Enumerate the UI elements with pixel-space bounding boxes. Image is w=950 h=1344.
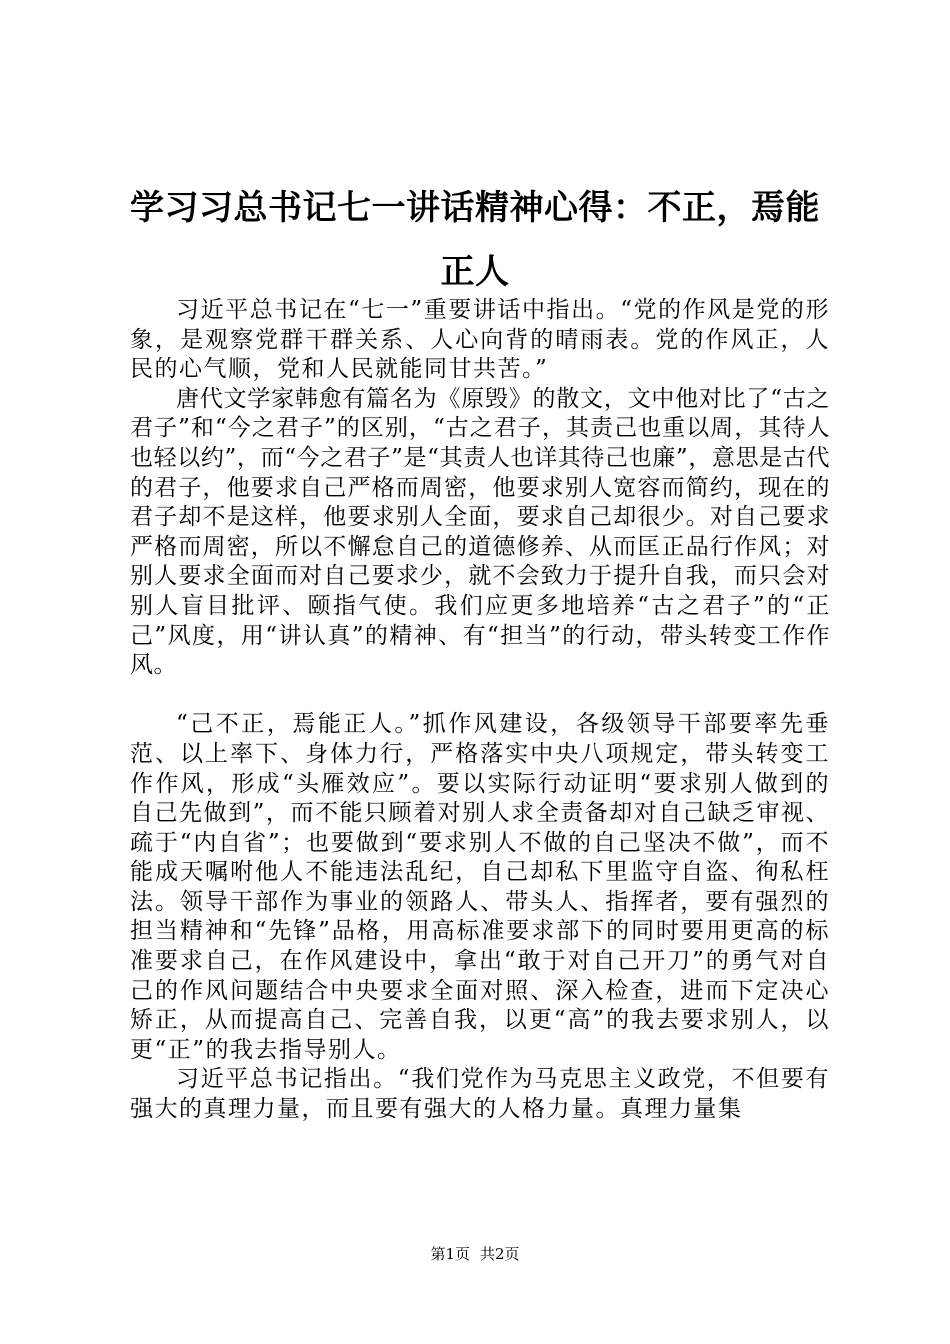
paragraph-4: 习近平总书记指出。“我们党作为马克思主义政党，不但要有强大的真理力量，而且要有强大的人格力量。真理力量集 <box>130 1066 830 1123</box>
page-title: 学习习总书记七一讲话精神心得：不正，焉能正人 <box>130 188 820 292</box>
paragraph-spacer <box>130 681 830 711</box>
page-footer <box>0 1244 950 1264</box>
paragraph-3: “己不正，焉能正人。”抓作风建设，各级领导干部要率先垂范、以上率下、身体力行，严格落实中央八项规定，带头转变工作作风，形成“头雁效应”。要以实际行动证明“要求别人做到的自己先做到”，而不能只顾着对别人求全责备却对自己缺乏审视、疏于“内自省”；也要做到“要求别人不做的自己坚决不做”，而不能成天嘱咐他人不能违法乱纪，自己却私下里监守自盗、徇私枉法。领导干部作为事业的领路人、带头人、指挥者，要有强烈的担当精神和“先锋”品格，用高标准要求部下的同时要用更高的标准要求自己，在作风建设中，拿出“敢于对自己开刀”的勇气对自己的作风问题结合中央要求全面对照、深入检查，进而下定决心矫正，从而提高自己、完善自我，以更“高”的我去要求别人，以更“正”的我去指导别人。 <box>130 711 830 1063</box>
page-number: 第1页 <box>430 1245 470 1263</box>
page-total: 共2页 <box>480 1245 520 1263</box>
paragraph-2: 唐代文学家韩愈有篇名为《原毁》的散文，文中他对比了“古之君子”和“今之君子”的区别，“古之君子，其责己也重以周，其待人也轻以约”，而“今之君子”是“其责人也详其待己也廉”，意思是古代的君子，他要求自己严格而周密，他要求别人宽容而简约，现在的君子却不是这样，他要求别人全面，要求自己却很少。对自己要求严格而周密，所以不懈怠自己的道德修养、从而匡正品行作风；对别人要求全面而对自己要求少，就不会致力于提升自我，而只会对别人盲目批评、颐指气使。我们应更多地培养“古之君子”的“正己”风度，用“讲认真”的精神、有“担当”的行动，带头转变工作作风。 <box>130 385 830 679</box>
article-body <box>130 296 830 1125</box>
paragraph-1: 习近平总书记在“七一”重要讲话中指出。“党的作风是党的形象，是观察党群干群关系、人心向背的晴雨表。党的作风正，人民的心气顺，党和人民就能同甘共苦。” <box>130 297 830 383</box>
